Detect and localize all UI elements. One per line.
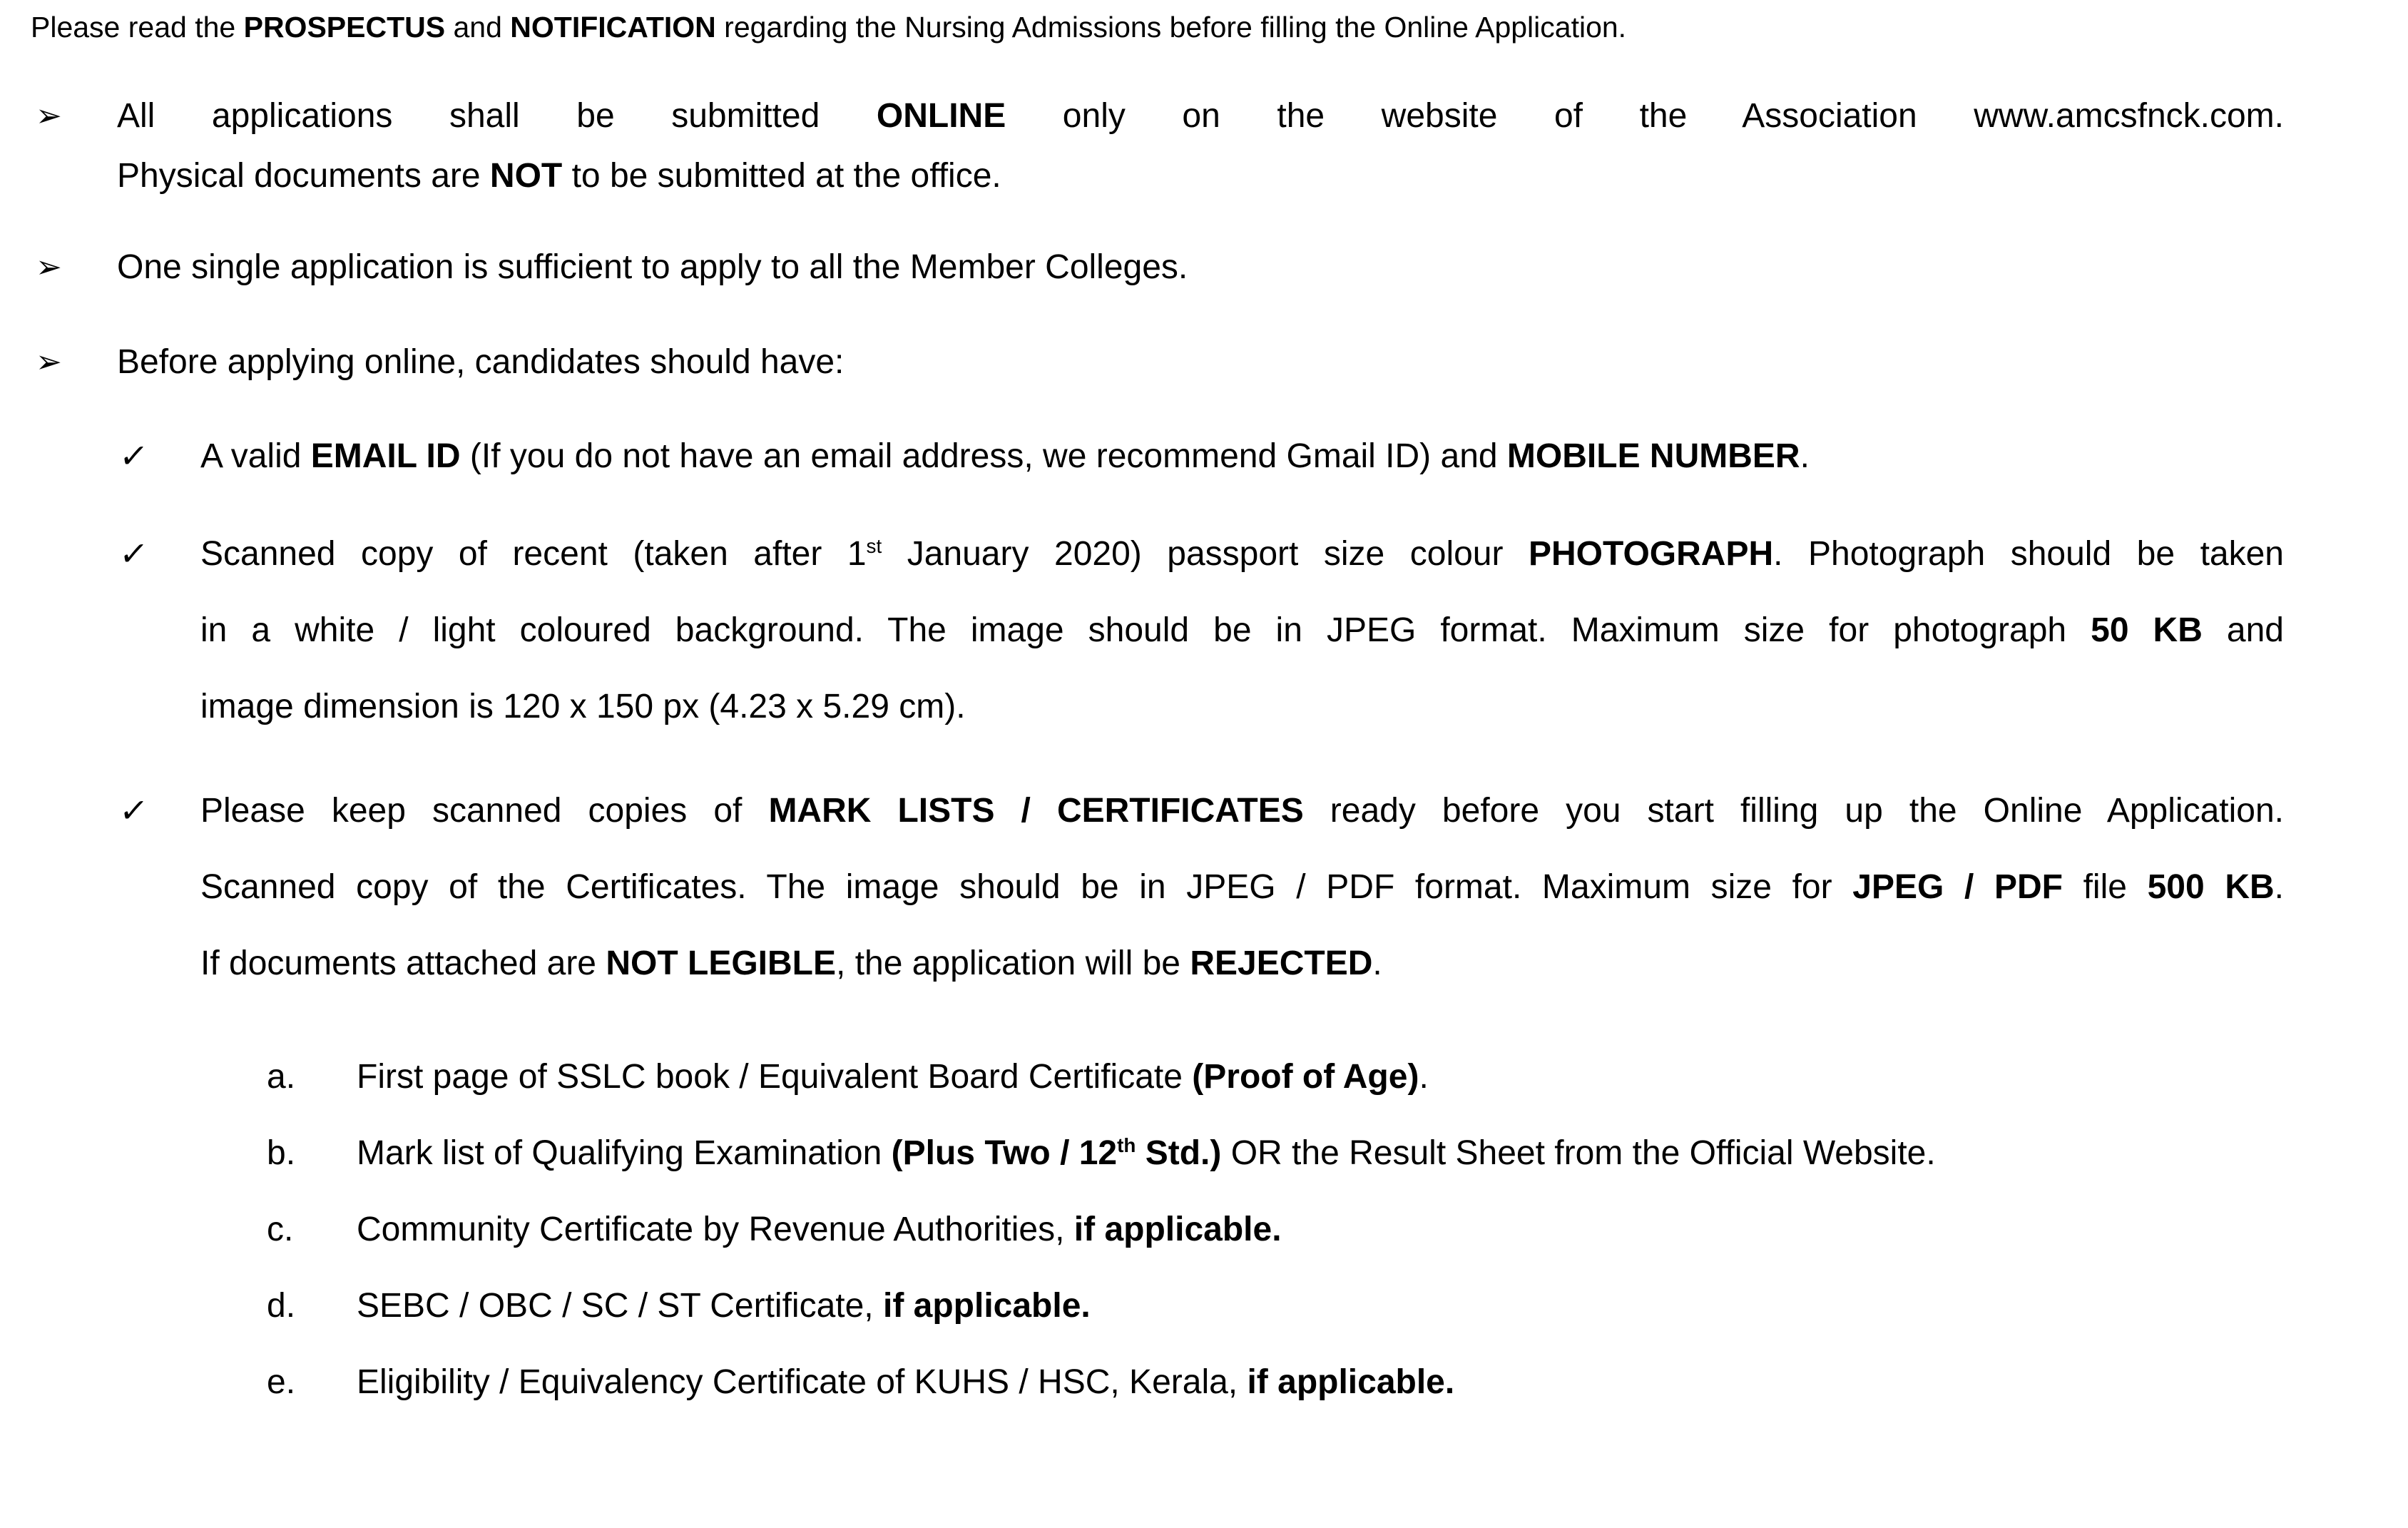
text-run: image dimension is 120 x 150 px (4.23 x 5.29 cm). — [200, 688, 966, 725]
text-run: . Photograph should be taken — [1773, 535, 2284, 573]
text-run: MOBILE NUMBER — [1506, 437, 1800, 475]
text-run: REJECTED — [1190, 944, 1373, 982]
text-run: th — [1117, 1134, 1136, 1156]
list-item-single-application — [36, 229, 2284, 305]
text-run: EMAIL ID — [310, 437, 461, 475]
text-run: if applicable. — [1073, 1211, 1282, 1248]
text-run: 500 KB — [2147, 868, 2275, 906]
text-run: Std.) — [1136, 1134, 1222, 1172]
text-line — [117, 146, 2284, 206]
text-line — [200, 668, 2284, 745]
text-run: in a white / light coloured background. The image should be in JPEG format. Maximum size for photograph — [200, 611, 2091, 649]
text-run: SEBC / OBC / SC / ST Certificate, — [357, 1287, 883, 1325]
text-run: . — [2274, 868, 2285, 906]
text-run: Community Certificate by Revenue Authorities, — [357, 1211, 1074, 1248]
text-line — [200, 418, 2284, 494]
check-bullet-icon: ✓ — [117, 792, 150, 829]
text-run: file — [2062, 868, 2148, 906]
item-letter: e. — [267, 1363, 296, 1401]
text-run: and — [445, 11, 511, 44]
text-run: If documents attached are — [200, 944, 606, 982]
text-run: NOT — [489, 157, 563, 195]
text-run: Before applying online, candidates should have: — [117, 343, 845, 381]
text-run: and — [2202, 611, 2284, 649]
text-run: Please keep scanned copies of — [200, 792, 769, 830]
text-run: Mark list of Qualifying Examination — [357, 1134, 892, 1172]
text-run: ONLINE — [876, 97, 1006, 135]
text-run: Eligibility / Equivalency Certificate of KUHS / HSC, Kerala, — [357, 1363, 1248, 1401]
text-line — [200, 925, 2284, 1002]
text-run: only on the website of the Association www.amcsfnck.com. — [1006, 97, 2285, 135]
text-run: Scanned copy of the Certificates. The image should be in JPEG / PDF format. Maximum size for — [200, 868, 1853, 906]
text-run: . — [1800, 437, 1810, 475]
instruction-list — [0, 86, 2408, 1420]
list-item-community-certificate — [267, 1191, 2284, 1268]
text-line — [357, 1039, 2284, 1115]
list-item-marklists — [117, 773, 2285, 1002]
text-run: PHOTOGRAPH — [1529, 535, 1774, 573]
text-run: Please read the — [31, 11, 244, 44]
text-run: ready before you start filling up the Online Application. — [1303, 792, 2284, 830]
text-run: MARK LISTS / CERTIFICATES — [768, 792, 1304, 830]
list-item-photograph — [117, 516, 2284, 745]
text-run: One single application is sufficient to apply to all the Member Colleges. — [117, 248, 1188, 286]
text-run: regarding the Nursing Admissions before filling the Online Application. — [715, 11, 1627, 44]
text-line — [117, 86, 2284, 146]
text-run: . — [1419, 1058, 1429, 1096]
text-line — [117, 229, 2284, 305]
text-line — [200, 592, 2284, 668]
list-item-email-mobile — [117, 418, 2284, 494]
text-run: if applicable. — [882, 1287, 1091, 1325]
text-run: PROSPECTUS — [243, 11, 446, 44]
arrow-bullet-icon: ➢ — [36, 345, 62, 380]
header-notice — [31, 7, 2284, 47]
text-run: (If you do not have an email address, we recommend Gmail ID) and — [460, 437, 1507, 475]
text-line — [200, 516, 2284, 592]
text-run: First page of SSLC book / Equivalent Board Certificate — [357, 1058, 1193, 1096]
list-item-eligibility-certificate — [267, 1344, 2284, 1420]
text-run: January 2020) passport size colour — [882, 535, 1529, 573]
check-bullet-icon: ✓ — [117, 437, 150, 474]
text-run: if applicable. — [1247, 1363, 1455, 1401]
text-run: Physical documents are — [117, 157, 490, 195]
item-letter: c. — [267, 1211, 294, 1248]
check-bullet-icon: ✓ — [117, 535, 150, 572]
arrow-bullet-icon: ➢ — [36, 250, 62, 285]
text-run: (Proof of Age) — [1192, 1058, 1419, 1096]
text-run: All applications shall be submitted — [117, 97, 877, 135]
list-item-before-applying — [36, 324, 2284, 400]
text-run: Scanned copy of recent (taken after 1 — [200, 535, 867, 573]
document-page — [0, 7, 2408, 1528]
list-item-caste-certificate — [267, 1268, 2284, 1344]
text-run: A valid — [200, 437, 311, 475]
text-run: JPEG / PDF — [1852, 868, 2063, 906]
text-line — [357, 1115, 2284, 1191]
text-line — [357, 1344, 2284, 1420]
text-run: , the application will be — [836, 944, 1190, 982]
text-line — [117, 324, 2284, 400]
text-run: 50 KB — [2091, 611, 2203, 649]
item-letter: b. — [267, 1134, 296, 1172]
text-run: NOT LEGIBLE — [606, 944, 837, 982]
arrow-bullet-icon: ➢ — [36, 98, 62, 133]
text-run: st — [866, 535, 882, 557]
item-letter: a. — [267, 1058, 296, 1096]
text-run: (Plus Two / 12 — [891, 1134, 1118, 1172]
text-line — [357, 1268, 2284, 1344]
text-line — [357, 1191, 2284, 1268]
item-letter: d. — [267, 1287, 296, 1325]
text-run: OR the Result Sheet from the Official Website. — [1221, 1134, 1936, 1172]
list-item-marklist-qualifying — [267, 1115, 2284, 1191]
list-item-sslc — [267, 1039, 2284, 1115]
text-run: NOTIFICATION — [510, 11, 716, 44]
text-run: to be submitted at the office. — [562, 157, 1001, 195]
text-line — [200, 773, 2284, 849]
text-run: . — [1372, 944, 1382, 982]
list-item-online-submission — [36, 86, 2285, 206]
text-line — [200, 849, 2284, 925]
